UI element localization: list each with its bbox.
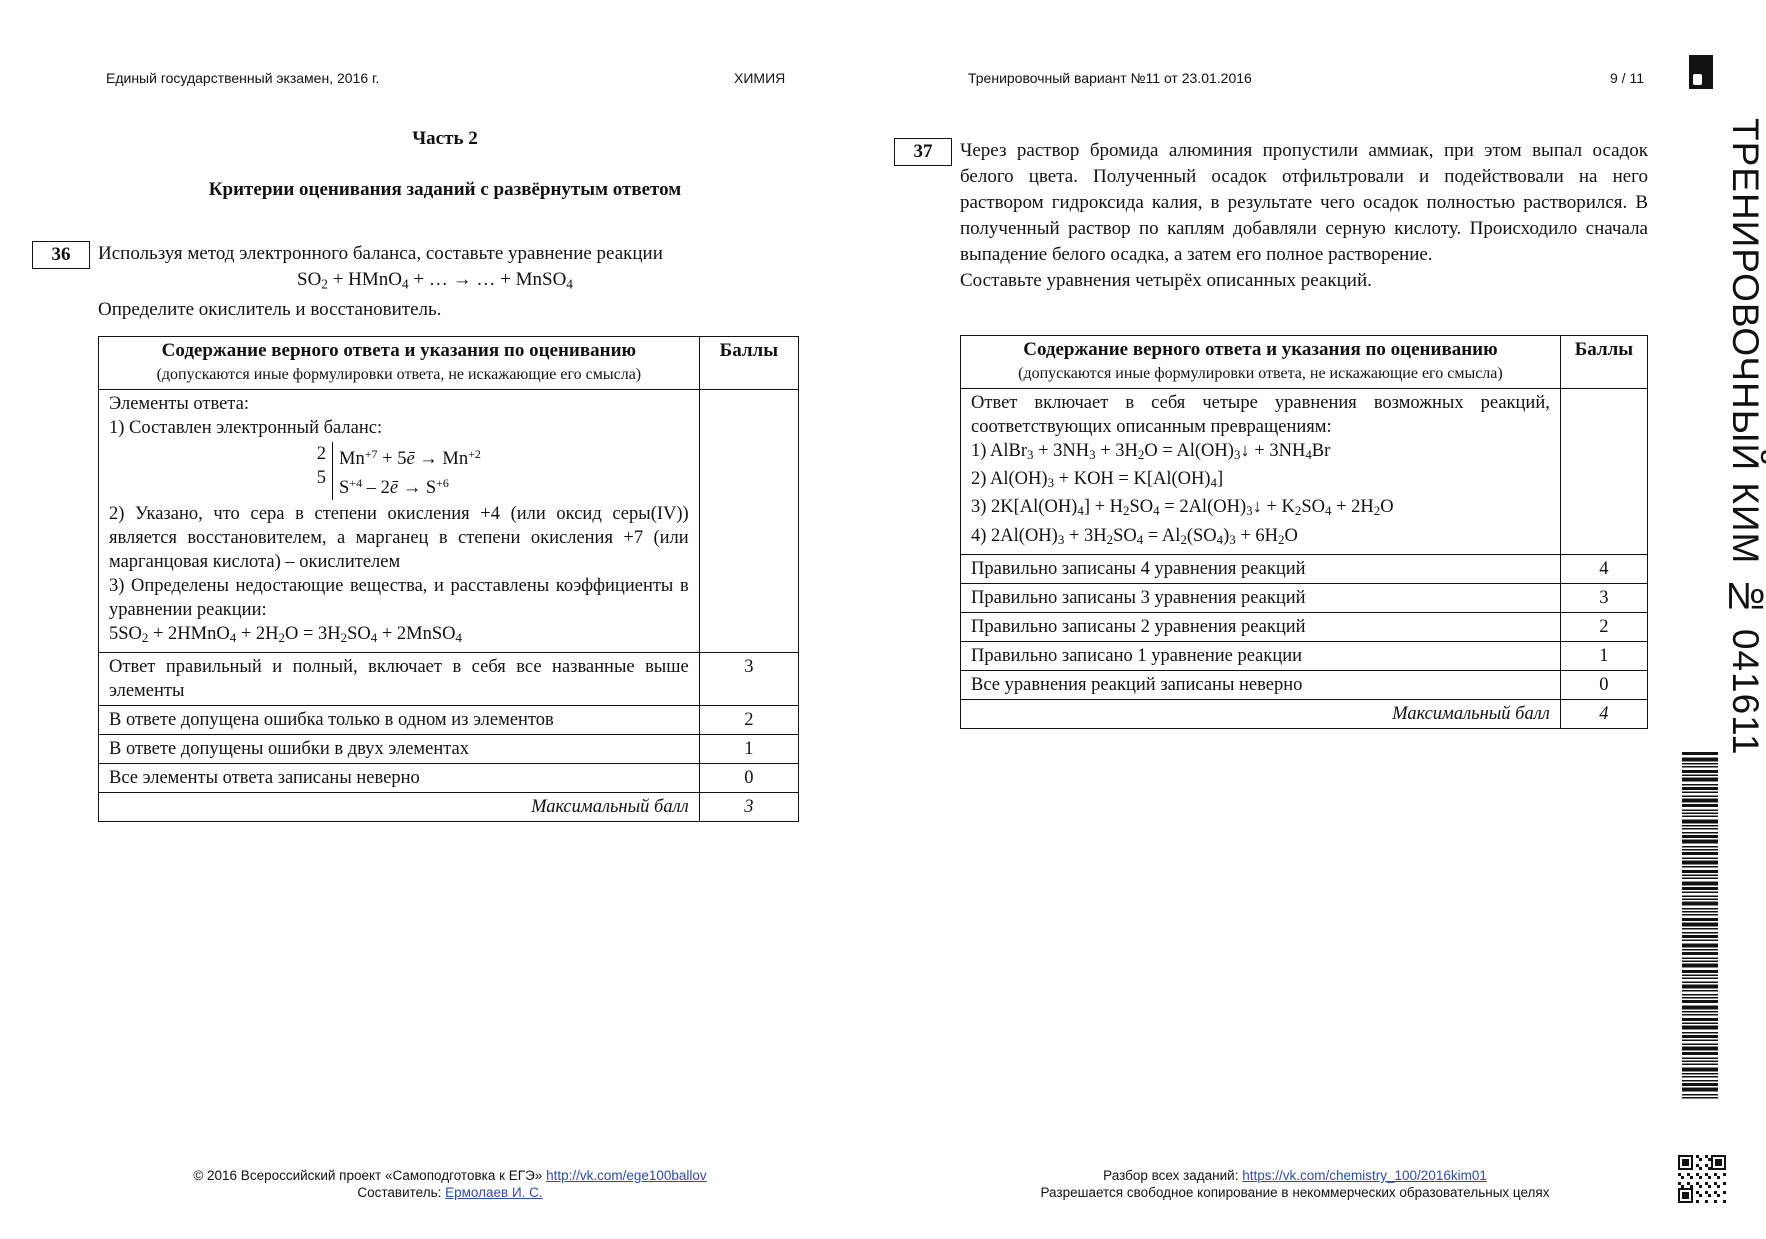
task-37-prompt-text: Через раствор бромида алюминия пропустили аммиак, при этом выпал осадок белого цвета. Полученный осадок отфильтровали и подействовали на него раствором гидроксида калия, в результате чего осадок полностью растворился. В полученный раствор по каплям добавляли серную кислоту. Происходило сначала выпадение белого осадка, а затем его полное растворение.: [960, 140, 1648, 265]
part-title: Часть 2: [412, 128, 478, 149]
criterion-points: 1: [1560, 641, 1647, 670]
qr-code-icon: [1678, 1155, 1726, 1203]
footer-copyright: © 2016 Всероссийский проект «Самоподготовка к ЕГЭ»: [193, 1168, 543, 1183]
table-header-note: (допускаются иные формулировки ответа, не искажающие его смысла): [1018, 365, 1503, 382]
criterion-text: В ответе допущены ошибки в двух элементах: [99, 735, 700, 764]
table-row: [99, 764, 799, 793]
table-header-note: (допускаются иные формулировки ответа, не искажающие его смысла): [156, 366, 642, 383]
criterion-text: Правильно записаны 2 уравнения реакций: [961, 612, 1561, 641]
criterion-points: 0: [1560, 670, 1647, 699]
criteria-title: Критерии оценивания заданий с развёрнутым ответом: [208, 179, 682, 200]
barcode-icon: [1682, 752, 1718, 1100]
footer-right: [960, 1167, 1630, 1201]
criterion-points: 3: [699, 653, 798, 706]
max-score-label: Максимальный балл: [99, 793, 700, 822]
balance-coefficient: 2: [316, 444, 327, 464]
table-row: [99, 706, 799, 735]
table-row: [961, 389, 1648, 555]
footer-copyright-link[interactable]: http://vk.com/ege100ballov: [546, 1168, 707, 1183]
task-36-equation: $SO_2$ + HMnO$_4$ + … → … + MnSO$_4$: [297, 269, 573, 292]
reaction-equation-4: 4) $2Al(OH)_3 + 3H_2SO_4 = Al_2(SO_4)_3 + 6H_2O$: [971, 525, 1298, 547]
footer-left: [140, 1167, 760, 1201]
table-row: [961, 583, 1648, 612]
criterion-text: Правильно записаны 3 уравнения реакций: [961, 583, 1561, 612]
element-1: 1) Составлен электронный баланс:: [109, 418, 383, 438]
criterion-points: 0: [699, 764, 798, 793]
balance-half-reaction: $S^{+4}$ – 2ē → $S^{+6}$: [339, 476, 449, 498]
task-37-prompt-line-2: Составьте уравнения четырёх описанных реакций.: [960, 270, 1372, 291]
final-equation: $5SO_2$ + 2HMnO$_4$ + $2H_2O = 3H_2SO_4$ + 2MnSO$_4$: [109, 624, 462, 646]
task-36-criteria-table: [98, 336, 799, 822]
table-header-row: [961, 336, 1648, 389]
reaction-equation-3: 3) $2K[Al(OH)_4] + H_2SO_4$ = $2Al(OH)_3↓ + K_2SO_4 + 2H_2O$: [971, 497, 1394, 519]
footer-license: Разрешается свободное копирование в некоммерческих образовательных целях: [1040, 1185, 1550, 1200]
max-score-label: Максимальный балл: [961, 699, 1561, 728]
table-row: [961, 670, 1648, 699]
task-36-prompt-line-2: Определите окислитель и восстановитель.: [98, 299, 442, 321]
footer-analysis-label: Разбор всех заданий:: [1103, 1168, 1239, 1183]
task-37-criteria-table: [960, 335, 1648, 729]
task-37-prompt: [960, 138, 1648, 294]
criterion-points: 1: [699, 735, 798, 764]
criterion-points: 4: [1560, 554, 1647, 583]
criterion-text: Все уравнения реакций записаны неверно: [961, 670, 1561, 699]
header-subject: ХИМИЯ: [734, 70, 786, 86]
max-score-value: 3: [699, 793, 798, 822]
header-page-number: 9 / 11: [1610, 70, 1644, 86]
table-row: [961, 612, 1648, 641]
table-header-row: [99, 337, 799, 390]
element-2: 2) Указано, что сера в степени окисления +4 (или оксид серы(IV)) является восстановителем, а марганец в степени окисления +7 (или марганцовая кислота) – окислителем: [109, 504, 689, 572]
header-exam-title: Единый государственный экзамен, 2016 г.: [106, 70, 380, 86]
balance-coefficient: 5: [316, 468, 327, 488]
balance-half-reaction: $Mn^{+7}$ + 5ē → $Mn^{+2}$: [339, 447, 481, 469]
electron-balance: [109, 442, 689, 500]
table-row: [99, 653, 799, 706]
table-row-max: [961, 699, 1648, 728]
criterion-points: 2: [699, 706, 798, 735]
element-3: 3) Определены недостающие вещества, и расставлены коэффициенты в уравнении реакции:: [109, 576, 689, 620]
header-variant: Тренировочный вариант №11 от 23.01.2016: [968, 70, 1252, 86]
task-36-prompt: [98, 241, 798, 323]
criterion-text: Правильно записаны 4 уравнения реакций: [961, 554, 1561, 583]
table-header-content: Содержание верного ответа и указания по оцениванию: [1023, 339, 1498, 360]
table-header-points: Баллы: [1560, 336, 1647, 389]
table-header-content: Содержание верного ответа и указания по оцениванию: [161, 340, 637, 361]
footer-author-link[interactable]: Ермолаев И. С.: [445, 1185, 543, 1200]
footer-analysis-link[interactable]: https://vk.com/chemistry_100/2016kim01: [1242, 1168, 1487, 1183]
task-37-number: 37: [894, 138, 952, 166]
reaction-equation-1: 1) AlBr$_3$ + $3NH_3 + 3H_2O$ = $Al(OH)_3↓ + 3NH_4Br$: [971, 441, 1331, 463]
criterion-text: В ответе допущена ошибка только в одном из элементов: [99, 706, 700, 735]
criterion-points: 3: [1560, 583, 1647, 612]
table-row: [99, 390, 799, 653]
criterion-text: Правильно записано 1 уравнение реакции: [961, 641, 1561, 670]
task-36-prompt-line: Используя метод электронного баланса, составьте уравнение реакции: [98, 243, 663, 264]
answer-intro: Ответ включает в себя четыре уравнения возможных реакций, соответствующих описанным превращениям:: [971, 393, 1550, 437]
elements-title: Элементы ответа:: [109, 394, 249, 414]
reaction-equation-2: 2) $Al(OH)_3$ + KOH = $K[Al(OH)_4]$: [971, 469, 1224, 491]
side-title: ТРЕНИРОВОЧНЫЙ КИМ № 041611: [1725, 118, 1766, 756]
max-score-value: 4: [1560, 699, 1647, 728]
criterion-text: Все элементы ответа записаны неверно: [99, 764, 700, 793]
table-row: [961, 554, 1648, 583]
criterion-points: 2: [1560, 612, 1647, 641]
table-row: [99, 735, 799, 764]
table-row-max: [99, 793, 799, 822]
table-header-points: Баллы: [699, 337, 798, 390]
corner-marker-icon: [1689, 55, 1713, 89]
task-36-number: 36: [32, 241, 90, 269]
table-row: [961, 641, 1648, 670]
footer-author-label: Составитель:: [357, 1185, 442, 1200]
criterion-text: Ответ правильный и полный, включает в себя все названные выше элементы: [99, 653, 700, 706]
